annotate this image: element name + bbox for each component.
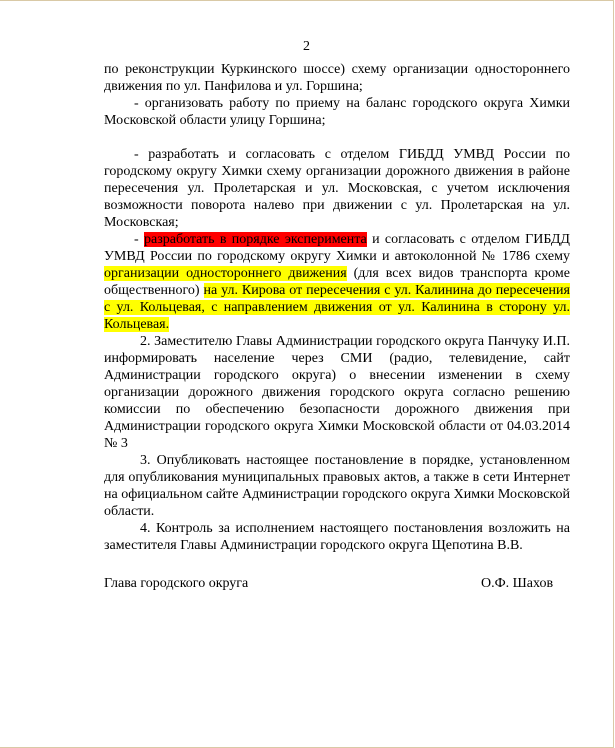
paragraph-item-4: 4. Контроль за исполнением настоящего постановления возложить на заместителя Главы Администрации городского округа Щепотина В.В.: [104, 521, 570, 553]
paragraph-continuation: по реконструкции Куркинского шоссе) схему организации одностороннего движения по ул. Панфилова и ул. Горшина;: [104, 62, 570, 94]
highlight-yellow-text: на ул. Кирова от пересечения с ул. Калинина до пересечения с ул. Кольцевая, с направлением движения от ул. Калинина в сторону ул. Кольцевая.: [104, 283, 570, 332]
page-number: 2: [303, 39, 310, 54]
highlight-red-text: разработать в порядке эксперимента: [143, 232, 367, 247]
paragraph-item-2: 2. Заместителю Главы Администрации городского округа Панчуку И.П. информировать население через СМИ (радио, телевидение, сайт Администрации городского округа) о внесении изменении в схему организации дорожного движения городского округа согласно решению комиссии по обеспечению безопасности дорожного движения при Администрации городского округа Химки Московской области от 04.03.2014 № 3: [104, 334, 570, 451]
signature-title: Глава городского округа: [104, 576, 249, 591]
document-body: [104, 61, 570, 554]
paragraph-item-3: 3. Опубликовать настоящее постановление в порядке, установленном для опубликования муниципальных правовых актов, а также в сети Интернет на официальном сайте Администрации городского округа Химки Московской области.: [104, 453, 570, 519]
plain-text: (для всех видов транспорта кроме общественного): [104, 266, 570, 298]
dash-text: -: [134, 232, 144, 247]
highlight-yellow-text: организации одностороннего движения: [104, 266, 347, 281]
spacer: [104, 129, 570, 146]
signature-name: О.Ф. Шахов: [481, 576, 554, 591]
plain-text: и согласовать с отделом ГИБДД УМВД России по городскому округу Химки и автоколонной № 1786 схему: [104, 232, 570, 264]
paragraph-proletarskaya: - разработать и согласовать с отделом ГИБДД УМВД России по городскому округу Химки схему организации дорожного движения в районе пересечения ул. Пролетарская и ул. Московская, с учетом исключения возможности поворота налево при движении с ул. Пролетарская на ул. Московская;: [104, 147, 570, 230]
paragraph-balance: - организовать работу по приему на баланс городского округа Химки Московской области улицу Горшина;: [104, 96, 570, 128]
paragraph-kirova: [104, 231, 570, 333]
